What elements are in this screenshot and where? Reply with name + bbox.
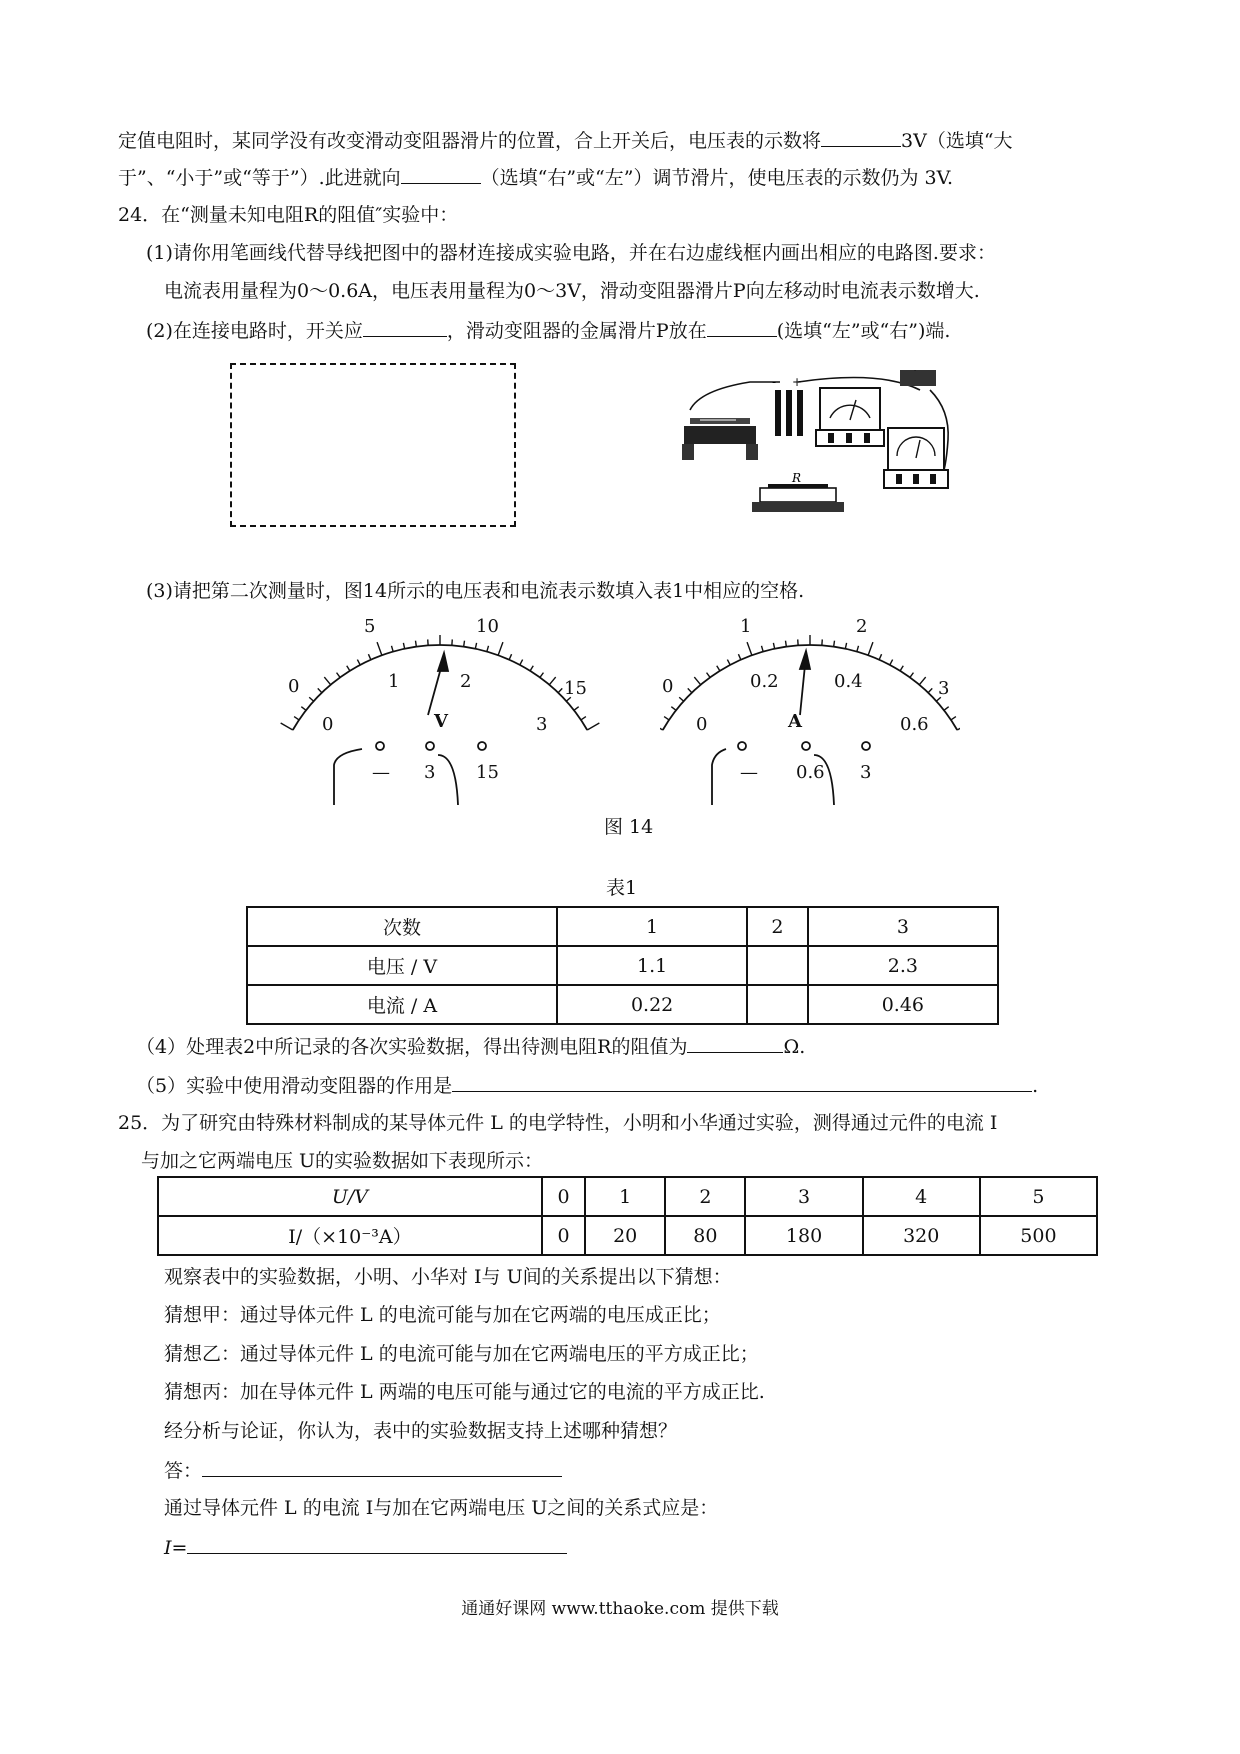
q25-question: 经分析与论证，你认为，表中的实验数据支持上述哪种猜想？ [164, 1420, 678, 1442]
q24-part2 [146, 318, 950, 343]
table-caption: 表1 [606, 877, 638, 899]
ammeter-top-label: 2 [856, 616, 868, 637]
q24-p2-text-a: (2)在连接电路时，开关应 [146, 320, 363, 342]
data-table-2 [157, 1176, 1098, 1256]
figure-caption: 图 14 [604, 816, 654, 838]
apparatus-figure [680, 370, 970, 530]
q25-observe: 观察表中的实验数据，小明、小华对 I与 U间的关系提出以下猜想： [164, 1266, 732, 1288]
scale-tick [475, 643, 476, 649]
scale-tick [520, 660, 523, 665]
switch-icon [900, 370, 936, 386]
ammeter-top-label: 1 [740, 616, 752, 637]
rheostat-icon [682, 418, 758, 460]
table-row [247, 985, 998, 1024]
scale-tick [347, 666, 350, 671]
table-row [158, 1216, 1097, 1255]
voltmeter-needle-tip [438, 653, 448, 671]
scale-tick [773, 643, 774, 649]
table-cell: 电压 / V [247, 946, 557, 985]
answer-blank[interactable] [401, 165, 481, 184]
q24-p2-text-b: ，滑动变阻器的金属滑片P放在 [446, 320, 707, 342]
table-cell: 2.3 [808, 946, 998, 985]
table-cell: 4 [863, 1177, 980, 1216]
table-cell: 3 [745, 1177, 862, 1216]
voltmeter-bottom-label: 1 [388, 671, 400, 692]
table-row-header: U/V [158, 1177, 542, 1216]
answer-blank[interactable] [707, 318, 777, 337]
voltmeter-top-label: 10 [476, 616, 499, 637]
scale-tick [919, 677, 925, 685]
q24-part1-line1: (1)请你用笔画线代替导线把图中的器材连接成实验电路，并在右边虚线框内画出相应的电路图.要求： [146, 242, 996, 264]
scale-tick [416, 641, 417, 647]
ammeter-bottom-label: 0 [696, 714, 708, 735]
answer-blank[interactable] [202, 1458, 562, 1477]
resistor-label: R [792, 471, 802, 485]
scale-tick [688, 688, 692, 692]
table-cell: 1 [585, 1177, 665, 1216]
answer-blank[interactable] [821, 128, 901, 147]
q23-text-a: 定值电阻时，某同学没有改变滑动变阻器滑片的位置，合上开关后，电压表的示数将 [118, 130, 822, 152]
voltmeter-top-label: 5 [364, 616, 376, 637]
answer-blank[interactable] [187, 1535, 567, 1554]
scale-tick [487, 646, 489, 652]
scale-tick [294, 717, 299, 720]
table-row [247, 907, 998, 946]
wire [712, 749, 726, 805]
table-cell: 电流 / A [247, 985, 557, 1024]
scale-tick [717, 666, 720, 671]
q24-part3: (3)请把第二次测量时，图14所示的电压表和电流表示数填入表1中相应的空格. [146, 580, 805, 602]
ammeter-needle-tip [800, 651, 810, 669]
table-cell: 180 [745, 1216, 862, 1255]
q25-guess-3: 猜想丙：加在导体元件 L 两端的电压可能与通过它的电流的平方成正比. [164, 1381, 765, 1403]
scale-tick [391, 646, 393, 652]
scale-tick [727, 660, 730, 665]
scale-tick [281, 723, 293, 730]
q24-part5 [136, 1073, 1038, 1098]
q25-line2: 与加之它两端电压 U的实验数据如下表现所示： [141, 1150, 544, 1172]
q24-part1-line2: 电流表用量程为0～0.6A，电压表用量程为0～3V，滑动变阻器滑片P向左移动时电流表示数增大. [164, 280, 980, 302]
ammeter-top-label: 3 [938, 678, 950, 699]
q25-relation: 通过导体元件 L 的电流 I与加在它两端电压 U之间的关系式应是： [164, 1497, 719, 1519]
table-cell: 0.46 [808, 985, 998, 1024]
terminal-screw [376, 742, 384, 750]
q23-text-c: 于”、“小于”或“等于”）.此进就向 [118, 167, 401, 189]
q23-line2 [118, 165, 953, 190]
q24-p2-text-c: (选填“左”或“右”)端. [776, 320, 951, 342]
data-table-1 [246, 906, 999, 1025]
terminal-screw [738, 742, 746, 750]
scale-tick [679, 697, 683, 701]
table-cell: 500 [980, 1216, 1097, 1255]
scale-tick [377, 642, 382, 655]
ammeter-terminal-label: 0.6 [796, 762, 825, 783]
scale-tick [357, 660, 360, 665]
table-cell: 0.22 [557, 985, 747, 1024]
scale-tick [498, 642, 503, 655]
scale-tick [368, 654, 370, 659]
scale-tick [928, 688, 932, 692]
q24-part4 [136, 1034, 805, 1059]
table-cell: 320 [863, 1216, 980, 1255]
table-cell: 0 [542, 1177, 585, 1216]
scale-tick [664, 717, 669, 720]
scale-tick [574, 707, 579, 711]
circuit-drawing-box[interactable] [230, 363, 516, 527]
q23-line1 [118, 128, 1013, 153]
meter-icon [816, 388, 884, 446]
table-row-header: I/（×10⁻³A） [158, 1216, 542, 1255]
scale-tick [857, 646, 859, 652]
q24-title: 24．在“测量未知电阻R的阻值″实验中： [118, 204, 459, 226]
battery-plus-label: + [792, 375, 803, 389]
ammeter-top-label: 0 [662, 676, 674, 697]
table-cell-empty[interactable] [747, 946, 808, 985]
q23-text-b: 3V（选填“大 [901, 130, 1013, 152]
voltmeter-bottom-label: 2 [460, 671, 472, 692]
q24-p4-text-b: Ω. [783, 1036, 806, 1058]
scale-tick [587, 723, 599, 730]
q24-p4-text-a: （4）处理表2中所记录的各次实验数据，得出待测电阻R的阻值为 [136, 1036, 688, 1058]
scale-tick [845, 643, 846, 649]
scale-tick [900, 666, 903, 671]
table-cell: 2 [665, 1177, 745, 1216]
q25-answer-label: 答： [164, 1460, 203, 1482]
scale-tick [549, 677, 555, 685]
q25-guess-2: 猜想乙：通过导体元件 L 的电流可能与加在它两端电压的平方成正比； [164, 1343, 759, 1365]
q25-line1: 25．为了研究由特殊材料制成的某导体元件 L 的电学特性，小明和小华通过实验，测得通过元件的电流 I [118, 1112, 998, 1134]
scale-tick [540, 673, 544, 678]
ammeter-bottom-label: 0.2 [750, 671, 779, 692]
scale-tick [868, 642, 873, 655]
scale-tick [530, 666, 533, 671]
terminal-screw [802, 742, 810, 750]
voltmeter-terminal-label: — [372, 762, 390, 783]
q25-formula [164, 1535, 567, 1560]
scale-tick [464, 641, 465, 647]
q25-guess-1: 猜想甲：通过导体元件 L 的电流可能与加在它两端的电压成正比； [164, 1304, 721, 1326]
voltmeter-bottom-label: 3 [536, 714, 548, 735]
scale-tick [738, 654, 740, 659]
table-cell: 80 [665, 1216, 745, 1255]
scale-tick [951, 717, 956, 720]
battery-minus-label: - [772, 375, 777, 389]
scale-tick [581, 717, 586, 720]
scale-tick [558, 688, 562, 692]
q25-answer [164, 1458, 562, 1483]
meter-icon [884, 428, 948, 488]
scale-tick [890, 660, 893, 665]
ammeter-unit: A [788, 711, 802, 732]
voltmeter-top-label: 0 [288, 676, 300, 697]
scale-tick [747, 642, 752, 655]
table-row [247, 946, 998, 985]
table-cell: 20 [585, 1216, 665, 1255]
table-cell: 1 [557, 907, 747, 946]
battery-icon [772, 375, 803, 436]
scale-tick [944, 707, 949, 711]
scale-tick [879, 654, 881, 659]
scale-tick [694, 677, 700, 685]
scale-tick [834, 641, 835, 647]
scale-tick [337, 673, 341, 678]
table-cell-empty[interactable] [747, 985, 808, 1024]
scale-tick [309, 697, 313, 701]
answer-blank[interactable] [452, 1073, 1032, 1092]
voltmeter-bottom-label: 0 [322, 714, 334, 735]
wire [334, 749, 362, 805]
voltmeter-terminal-label: 15 [476, 762, 499, 783]
page-footer: 通通好课网 www.tthaoke.com 提供下载 [461, 1599, 779, 1619]
scale-tick [509, 654, 511, 659]
resistor-icon [752, 471, 844, 512]
table-cell: 2 [747, 907, 808, 946]
q24-p5-text-b: . [1032, 1075, 1039, 1097]
ammeter-dial [660, 615, 960, 805]
scale-tick [671, 707, 676, 711]
scale-tick [318, 688, 322, 692]
voltmeter-top-label: 15 [564, 678, 587, 699]
voltmeter-dial [280, 615, 600, 805]
scale-tick [324, 677, 330, 685]
scale-tick [786, 641, 787, 647]
table-cell: 3 [808, 907, 998, 946]
scale-tick [301, 707, 306, 711]
terminal-screw [426, 742, 434, 750]
ammeter-terminal-label: 3 [860, 762, 872, 783]
table-row [158, 1177, 1097, 1216]
wire [438, 755, 458, 805]
ammeter-terminal-label: — [740, 762, 758, 783]
answer-blank[interactable] [363, 318, 447, 337]
answer-blank[interactable] [687, 1034, 783, 1053]
table-cell: 0 [542, 1216, 585, 1255]
table-cell: 1.1 [557, 946, 747, 985]
ammeter-bottom-label: 0.6 [900, 714, 929, 735]
ammeter-bottom-label: 0.4 [834, 671, 863, 692]
scale-tick [910, 673, 914, 678]
scale-tick [403, 643, 404, 649]
scale-tick [761, 646, 763, 652]
table-cell: 次数 [247, 907, 557, 946]
wire [690, 382, 780, 410]
terminal-screw [862, 742, 870, 750]
q25-formula-label: I= [164, 1537, 188, 1559]
voltmeter-terminal-label: 3 [424, 762, 436, 783]
scale-tick [707, 673, 711, 678]
q24-p5-text-a: （5）实验中使用滑动变阻器的作用是 [136, 1075, 453, 1097]
terminal-screw [478, 742, 486, 750]
table-cell: 5 [980, 1177, 1097, 1216]
voltmeter-unit: V [434, 711, 448, 732]
q23-text-d: （选填“右”或“左”）调节滑片，使电压表的示数仍为 3V. [480, 167, 954, 189]
